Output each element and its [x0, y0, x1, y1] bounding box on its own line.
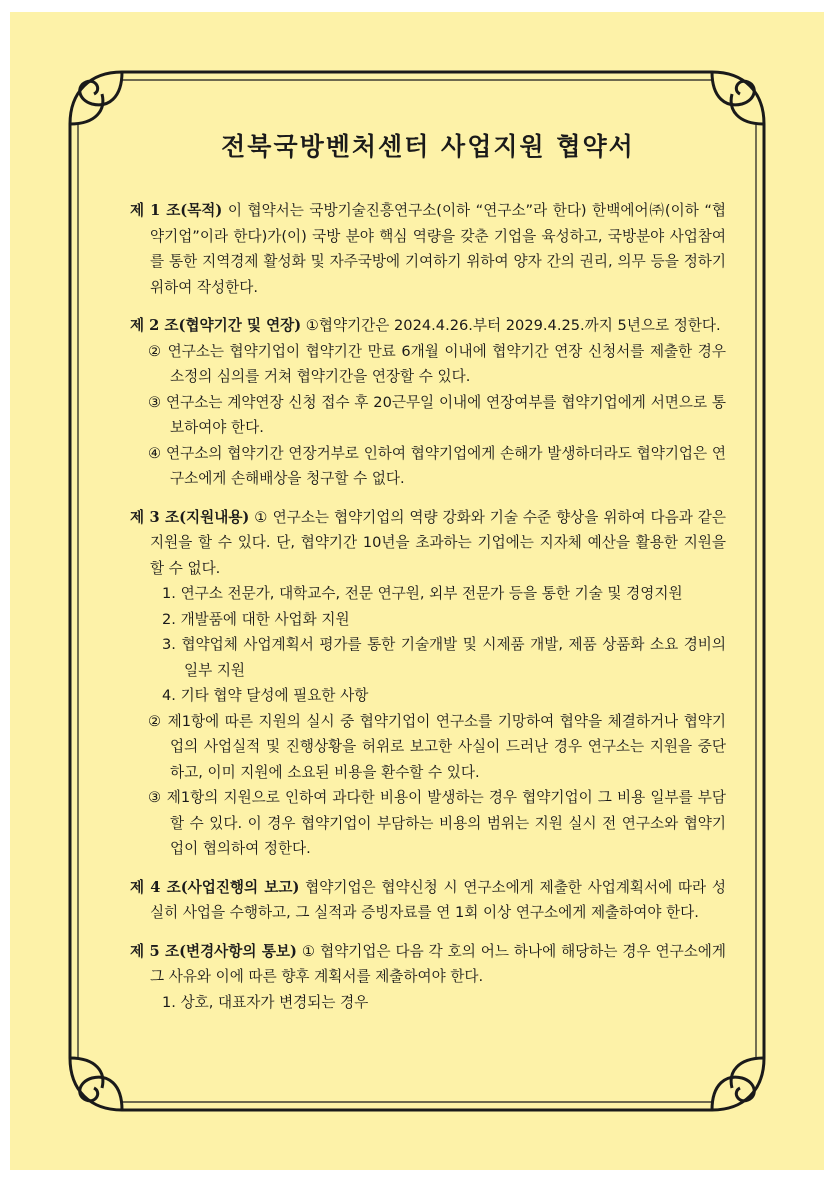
- article: [130, 313, 726, 492]
- corner-ornament-tl: [70, 72, 122, 124]
- clause-mark: ③: [148, 789, 162, 806]
- article-text: ① 연구소는 협약기업의 역량 강화와 기술 수준 향상을 위하여 다음과 같은 지원을 할 수 있다. 단, 협약기간 10년을 초과하는 기업에는 지자체 예산을 활용한 지원을 할 수 없다.: [150, 508, 726, 577]
- list-item-mark: 2.: [162, 610, 176, 628]
- agreement-body: [130, 130, 726, 1028]
- clause-mark: ③: [148, 393, 162, 411]
- article: [130, 875, 726, 926]
- article-heading: 제 1 조(목적): [130, 202, 223, 219]
- corner-ornament-br: [712, 1058, 764, 1110]
- list-item: [130, 683, 726, 709]
- clause: [130, 785, 726, 862]
- clause-text: 연구소는 협약기업이 협약기간 만료 6개월 이내에 협약기간 연장 신청서를 제출한 경우 소정의 심의를 거쳐 협약기간을 연장할 수 있다.: [167, 342, 726, 385]
- list-item-text: 연구소 전문가, 대학교수, 전문 연구원, 외부 전문가 등을 통한 기술 및 경영지원: [180, 585, 683, 602]
- document-title: 전북국방벤처센터 사업지원 협약서: [221, 132, 635, 161]
- list-item: [130, 581, 726, 607]
- article-text: 이 협약서는 국방기술진흥연구소(이하 “연구소”라 한다) 한백에어㈜(이하 “협약기업”이라 한다)가(이) 국방 분야 핵심 역량을 갖춘 기업을 육성하고, 국방분야 사업참여를 통한 지역경제 활성화 및 자주국방에 기여하기 위하여 양자 간의 권리, 의무 등을 정하기 위하여 작성한다.: [150, 202, 726, 296]
- list-item-mark: 1.: [162, 585, 176, 602]
- list-item: [130, 632, 726, 683]
- article-paragraph: [130, 505, 726, 582]
- list-item-mark: 4.: [162, 687, 176, 704]
- article-paragraph: [130, 198, 726, 300]
- clause-mark: ④: [148, 444, 162, 462]
- clause-text: 제1항에 따른 지원의 실시 중 협약기업이 연구소를 기망하여 협약을 체결하거나 협약기업의 사업실적 및 진행상황을 허위로 보고한 사실이 드러난 경우 연구소는 지원을 중단하고, 이미 지원에 소요된 비용을 환수할 수 있다.: [167, 712, 726, 781]
- clause-text: 연구소는 계약연장 신청 접수 후 20근무일 이내에 연장여부를 협약기업에게 서면으로 통보하여야 한다.: [166, 393, 726, 436]
- clause: [130, 339, 726, 390]
- list-item-text: 기타 협약 달성에 필요한 사항: [180, 687, 369, 704]
- article-heading: 제 2 조(협약기간 및 연장): [130, 317, 302, 334]
- clause-text: 제1항의 지원으로 인하여 과다한 비용이 발생하는 경우 협약기업이 그 비용 일부를 부담할 수 있다. 이 경우 협약기업이 부담하는 비용의 범위는 지원 실시 전 연구소와 협약기업이 협의하여 정한다.: [166, 789, 727, 857]
- article-list: [130, 198, 726, 1015]
- clause-mark: ②: [148, 342, 163, 360]
- document-page: [10, 12, 824, 1170]
- article-paragraph: [130, 875, 726, 926]
- list-item-text: 개발품에 대한 사업화 지원: [180, 610, 350, 628]
- corner-ornament-bl: [70, 1058, 122, 1110]
- article-paragraph: [130, 313, 726, 339]
- list-item-text: 협약업체 사업계획서 평가를 통한 기술개발 및 시제품 개발, 제품 상품화 소요 경비의 일부 지원: [181, 636, 726, 679]
- corner-ornament-tr: [712, 72, 764, 124]
- clause: [130, 441, 726, 492]
- list-item: [130, 607, 726, 633]
- article: [130, 505, 726, 862]
- article-text: ① 협약기업은 다음 각 호의 어느 하나에 해당하는 경우 연구소에게 그 사유와 이에 따른 향후 계획서를 제출하여야 한다.: [150, 942, 726, 985]
- list-item-mark: 3.: [162, 636, 176, 653]
- article-text: 협약기업은 협약신청 시 연구소에게 제출한 사업계획서에 따라 성실히 사업을 수행하고, 그 실적과 증빙자료를 연 1회 이상 연구소에게 제출하여야 한다.: [150, 878, 726, 921]
- list-item-text: 상호, 대표자가 변경되는 경우: [180, 993, 369, 1011]
- list-item-mark: 1.: [162, 993, 176, 1011]
- clause-mark: ②: [148, 712, 163, 730]
- article-heading: 제 3 조(지원내용): [130, 508, 250, 526]
- clause: [130, 709, 726, 786]
- article-paragraph: [130, 939, 726, 990]
- list-item: [130, 990, 726, 1016]
- article-heading: 제 5 조(변경사항의 통보): [130, 942, 297, 960]
- article: [130, 939, 726, 1016]
- clause: [130, 390, 726, 441]
- article: [130, 198, 726, 300]
- article-text: ①협약기간은 2024.4.26.부터 2029.4.25.까지 5년으로 정한다.: [301, 317, 721, 334]
- article-heading: 제 4 조(사업진행의 보고): [130, 878, 300, 896]
- clause-text: 연구소의 협약기간 연장거부로 인하여 협약기업에게 손해가 발생하더라도 협약기업은 연구소에게 손해배상을 청구할 수 없다.: [166, 444, 726, 487]
